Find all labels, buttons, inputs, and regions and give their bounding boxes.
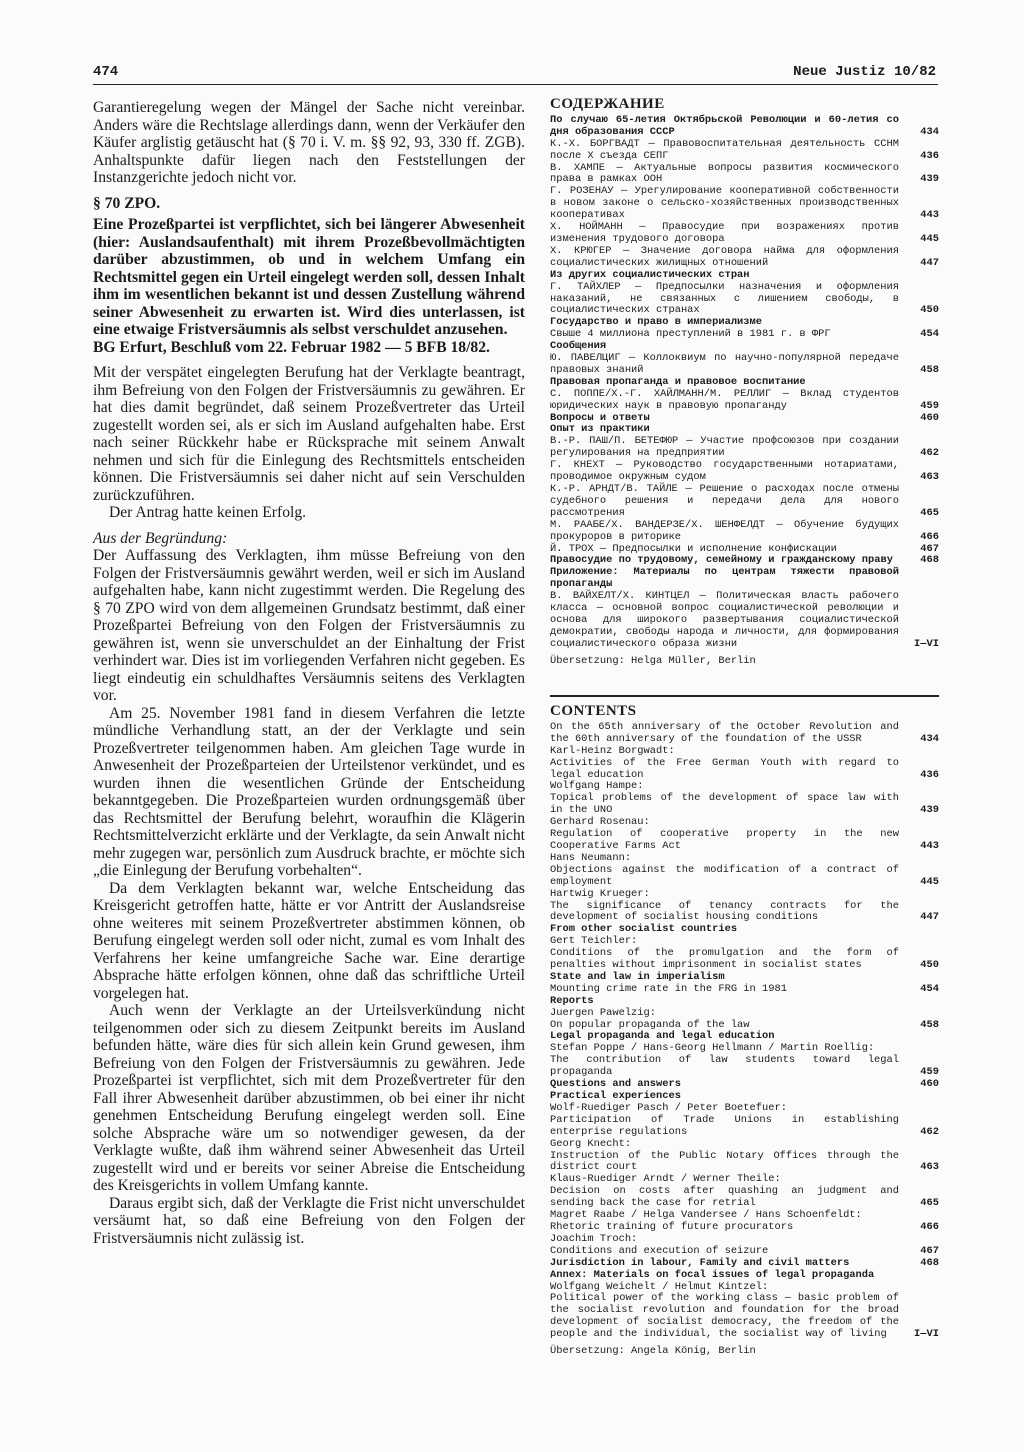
toc-page-number: 468 — [920, 1256, 939, 1269]
toc-title: CONTENTS — [550, 703, 637, 719]
toc-entry-text: Decision on costs after quashing an judgment and sending back the case for retrial — [550, 1185, 899, 1210]
toc-entry — [550, 484, 939, 520]
toc-page-number: 467 — [920, 1244, 939, 1257]
toc-entry-text: Practical experiences — [550, 1090, 681, 1102]
toc-entry-text: В. ВАЙХЕЛТ/Х. КИНТЦЕЛ — Политическая власть рабочего класса — основной вопрос социалистической революции и основа для широкого развертывания социалистической демократии, свободы народа и личности, для формирования социалистического образа жизни — [550, 590, 899, 650]
toc-entry-text: Г. РОЗЕНАУ — Урегулирование кооперативной собственности в новом законе о сельско-хозяйственных производственных кооперативах — [550, 185, 899, 222]
toc-entry-text: Klaus-Ruediger Arndt / Werner Theile: — [550, 1173, 781, 1186]
toc-entry-text: По случаю 65-летия Октябрьской Революции и 60-летия со дня образования СССР — [550, 113, 899, 138]
toc-entry-text: Wolfgang Hampe: — [550, 780, 644, 793]
toc-entry-text: Mounting crime rate in the FRG in 1981 — [550, 982, 787, 995]
toc-section — [550, 377, 939, 389]
toc-page-number: 447 — [920, 911, 939, 924]
toc-page-number: 447 — [920, 256, 939, 269]
toc-entry-text: Georg Knecht: — [550, 1137, 632, 1150]
toc-page-number: 465 — [920, 1197, 939, 1210]
toc-page-number: 436 — [920, 149, 939, 162]
toc-entry — [550, 186, 939, 222]
toc-page-number: 450 — [920, 304, 939, 317]
toc-entry — [550, 1234, 939, 1246]
toc-title: СОДЕРЖАНИЕ — [550, 96, 665, 112]
toc-page-number: 467 — [920, 542, 939, 555]
toc-entry-text: State and law in imperialism — [550, 970, 725, 983]
toc-page-number: 462 — [920, 447, 939, 460]
toc-entry-text: Legal propaganda and legal education — [550, 1030, 775, 1043]
toc-entry-text: К.-Р. АРНДТ/В. ТАЙЛЕ — Решение о расходах после отмены судебного решения и передачи дела для нового рассмотрения — [550, 483, 899, 519]
toc-entry — [550, 222, 939, 246]
toc-entry-text: Wolfgang Weichelt / Helmut Kintzel: — [550, 1280, 769, 1293]
toc-entry-text: Objections against the modification of a contract of employment — [550, 863, 899, 888]
toc-page-number: 466 — [920, 530, 939, 543]
toc-entry-text: Вопросы и ответы — [550, 411, 650, 424]
toc-entry-text: Karl-Heinz Borgwadt: — [550, 744, 675, 757]
toc-page-number: 468 — [920, 554, 939, 567]
paragraph: Der Antrag hatte keinen Erfolg. — [109, 504, 307, 521]
toc-entry-text: Participation of Trade Unions in establishing enterprise regulations — [550, 1113, 899, 1138]
toc-entry — [550, 163, 939, 187]
toc-page-number: 460 — [920, 411, 939, 424]
toc-entry-text: On the 65th anniversary of the October Revolution and the 60th anniversary of the foundation of the USSR — [550, 720, 899, 745]
toc-entry-text: Joachim Troch: — [550, 1232, 638, 1245]
header-rule — [93, 84, 938, 85]
toc-page-number: 445 — [920, 875, 939, 888]
toc-page-number: 445 — [920, 232, 939, 245]
toc-page-number: 454 — [920, 982, 939, 995]
toc-entry-text: Annex: Materials on focal issues of legal propaganda — [550, 1268, 875, 1281]
toc-page-number: 434 — [920, 732, 939, 745]
toc-page-number: 463 — [920, 471, 939, 484]
toc-page-number: 463 — [920, 1161, 939, 1174]
leitsatz: Eine Prozeßpartei ist verpflichtet, sich bei längerer Abwesenheit (hier: Auslandsaufenthalt) mit ihrem Prozeßbevollmächtigten darüber abzustimmen, ob und in welchem Umfang ein Rechtsmittel gegen ein Urteil eingelegt werden soll, dessen Inhalt ihm im wesentlichen bekannt ist und dessen Zustellung während seiner Abwesenheit zu erwarten ist. Wird dies unterlassen, ist eine etwaige Fristversäumnis als selbst verschuldet anzusehen. — [93, 216, 525, 338]
toc-entry-text: Gert Teichler: — [550, 935, 638, 948]
toc-page-number: 459 — [920, 399, 939, 412]
toc-page-number: 465 — [920, 506, 939, 519]
toc-entry-text: Ю. ПАВЕЛЦИГ — Коллоквиум по научно-популярной передаче правовых знаний — [550, 352, 899, 376]
toc-entry-text: Questions and answers — [550, 1078, 681, 1091]
toc-section — [550, 1258, 939, 1270]
toc-entry-text: Topical problems of the development of space law with in the UNO — [550, 792, 899, 817]
toc-entry-text: Rhetoric training of future procurators — [550, 1220, 794, 1233]
toc-entry-text: Й. ТРОХ — Предпосылки и исполнение конфискации — [550, 542, 837, 555]
toc-entry-text: From other socialist countries — [550, 923, 738, 936]
toc-english — [550, 703, 939, 1358]
toc-page-number: 466 — [920, 1220, 939, 1233]
toc-entry — [550, 1293, 939, 1341]
paragraph: Da dem Verklagten bekannt war, welche Entscheidung das Kreisgericht getroffen hatte, hätte er vor Antritt der Auslandsreise ohne weiteres mit seinem Prozeßvertreter abstimmen können, ob Berufung eingelegt werden soll oder nicht, zumal es vom Inhalt des Verfahrens her keine umfangreiche Sache war. Eine derartige Absprache hätte erfolgen können, ohne daß das schriftliche Urteil vorgelegen hat. — [93, 879, 525, 1002]
toc-section — [550, 996, 939, 1008]
toc-entry-text: Stefan Poppe / Hans-Georg Hellmann / Martin Roellig: — [550, 1042, 875, 1055]
toc-entry — [550, 758, 939, 782]
paragraph: Garantieregelung wegen der Mängel der Sache nicht vereinbar. Anders wäre die Rechtslage allerdings dann, wenn der Verkäufer den Käufer arglistig getäuscht hat (§ 70 i. V. m. §§ 92, 93, 330 ff. ZGB). Anhaltspunkte dafür liegen nach den Feststellungen der Instanzgerichte jedoch nicht vor. — [93, 99, 525, 186]
toc-section — [550, 115, 939, 139]
toc-entry-text: Свыше 4 миллиона преступлений в 1981 г. в ФРГ — [550, 328, 831, 341]
toc-page-number: 434 — [920, 125, 939, 138]
toc-entry — [550, 520, 939, 544]
page-number: 474 — [93, 64, 119, 80]
toc-entry-text: Regulation of cooperative property in the new Cooperative Farms Act — [550, 828, 899, 852]
toc-entry — [550, 1186, 939, 1210]
toc-entry-text: Г. ТАЙХЛЕР — Предпосылки назначения и оформления наказаний, не связанных с лишением свободы, в социалистических странах — [550, 280, 899, 317]
toc-entry-text: Hans Neumann: — [550, 851, 632, 864]
toc-entry — [550, 1151, 939, 1175]
toc-entry — [550, 1055, 939, 1079]
paragraph: Daraus ergibt sich, daß der Verklagte die Frist nicht unverschuldet versäumt hat, so daß eine Befreiung von den Folgen der Fristversäumnis nicht zulässig ist. — [93, 1194, 525, 1247]
paragraph: Der Auffassung des Verklagten, ihm müsse Befreiung von den Folgen der Fristversäumnis gewährt werden, weil er sich im Ausland aufgehalten habe, kann nicht zugestimmt werden. Die Regelung des § 70 ZPO wird von dem allgemeinen Grundsatz bestimmt, daß einer Prozeßpartei Befreiung von den Folgen der Fristversäumnis zu gewähren ist, wenn sie unverschuldet an der Einhaltung der Frist verhindert war. Dies ist im vorliegenden Verfahren nicht gegeben. Es liegt eindeutig ein schuldhaftes Versäumnis seitens des Verklagten vor. — [93, 547, 525, 704]
toc-page-number: 462 — [920, 1125, 939, 1138]
toc-entry — [550, 746, 939, 758]
toc-entry — [550, 829, 939, 853]
toc-entry-text: Instruction of the Public Notary Offices through the district court — [550, 1149, 899, 1174]
toc-section — [550, 1270, 939, 1282]
toc-entry-text: С. ПОППЕ/Х.-Г. ХАЙЛМАНН/М. РЕЛЛИГ — Вклад студентов юридических наук в правовую пропаганду — [550, 387, 899, 412]
toc-entry — [550, 389, 939, 413]
toc-entry-text: Х. КРЮГЕР — Значение договора найма для оформления социалистических жилищных отношений — [550, 244, 899, 269]
toc-entry-text: Conditions of the promulgation and the form of penalties without imprisonment in socialist states — [550, 947, 899, 972]
toc-entry — [550, 329, 939, 341]
toc-page-number: 459 — [920, 1066, 939, 1079]
toc-page-number: 450 — [920, 959, 939, 972]
toc-entry — [550, 1008, 939, 1020]
toc-entry-text: Х. НОЙМАНН — Правосудие при возражениях против изменения трудового договора — [550, 221, 899, 245]
toc-page-number: 443 — [920, 209, 939, 222]
toc-entry-text: The significance of tenancy contracts for the development of socialist housing conditions — [550, 899, 899, 924]
toc-entry-text: Magret Raabe / Helga Vandersee / Hans Schoenfeldt: — [550, 1209, 862, 1222]
toc-entry — [550, 901, 939, 925]
toc-entry-text: Правосудие по трудовому, семейному и гражданскому праву — [550, 554, 893, 567]
toc-section — [550, 567, 939, 591]
article-column — [93, 99, 525, 1247]
toc-page-number: 439 — [920, 173, 939, 186]
toc-page-number: I—VI — [914, 637, 939, 650]
toc-entry — [550, 591, 939, 651]
section-heading: § 70 ZPO. — [93, 194, 161, 212]
toc-entry — [550, 793, 939, 817]
toc-page-number: 458 — [920, 1018, 939, 1031]
toc-entry — [550, 1139, 939, 1151]
toc-entry-text: Сообщения — [550, 340, 607, 353]
toc-entry — [550, 948, 939, 972]
toc-section — [550, 270, 939, 282]
toc-entry-text: Опыт из практики — [550, 423, 650, 436]
toc-entry-text: Государство и право в империализме — [550, 316, 763, 329]
toc-page-number: 443 — [920, 839, 939, 852]
toc-entry — [550, 460, 939, 484]
toc-page-number: 454 — [920, 328, 939, 341]
toc-entry-text: Juergen Pawelzig: — [550, 1006, 657, 1019]
toc-entry-text: Г. КНЕХТ — Руководство государственными нотариатами, проводимое окружным судом — [550, 459, 899, 484]
translator-credit: Übersetzung: Angela König, Berlin — [550, 1345, 756, 1358]
toc-entry-text: Hartwig Krueger: — [550, 887, 650, 900]
toc-entry — [550, 246, 939, 270]
toc-entry-text: К.-Х. БОРГВАДТ — Правовоспитательная деятельность ССНМ после X съезда СЕПГ — [550, 137, 899, 162]
toc-entry — [550, 353, 939, 377]
toc-page-number: 436 — [920, 768, 939, 781]
toc-entry-text: Wolf-Ruediger Pasch / Peter Boetefuer: — [550, 1101, 787, 1114]
toc-russian — [550, 96, 939, 668]
toc-entry — [550, 984, 939, 996]
reasons-heading: Aus der Begründung: — [93, 529, 228, 547]
toc-entry-text: Jurisdiction in labour, Family and civil matters — [550, 1256, 850, 1269]
toc-page-number: 439 — [920, 804, 939, 817]
toc-entry — [550, 139, 939, 163]
toc-entry-text: Приложение: Материалы по центрам тяжести правовой пропаганды — [550, 566, 899, 591]
paragraph: Am 25. November 1981 fand in diesem Verfahren die letzte mündliche Verhandlung statt, an der der Verklagte und sein Prozeßvertreter teilgenommen haben. Am gleichen Tage wurde in Anwesenheit der Prozeßparteien der Urteilstenor verkündet, und es wurden ihnen die wesentlichen Gründe der Entscheidung bekanntgegeben. Die Prozeßparteien wurden ordnungsgemäß über das Rechtsmittel der Berufung belehrt, woraufhin die Klägerin Rechtsmittelverzicht erklärte und der Verklagte, da sein Anwalt nicht mehr zugegen war, persönlich zum Ausdruck brachte, er möchte sich „die Einlegung der Berufung vorbehalten“. — [93, 704, 525, 879]
toc-page-number: I—VI — [914, 1328, 939, 1341]
toc-entry-text: The contribution of law students toward legal propaganda — [550, 1054, 899, 1079]
toc-page-number: 460 — [920, 1078, 939, 1091]
toc-entry-text: Правовая пропаганда и правовое воспитание — [550, 375, 806, 388]
toc-entry — [550, 853, 939, 865]
toc-entry-text: Activities of the Free German Youth with regard to legal education — [550, 756, 899, 781]
toc-entry — [550, 889, 939, 901]
toc-entry-text: Conditions and execution of seizure — [550, 1244, 769, 1257]
paragraph: Mit der verspätet eingelegten Berufung hat der Verklagte beantragt, ihm Befreiung von den Folgen der Fristversäumnis zu gewähren. Er hat dies damit begründet, daß seinem Prozeßvertreter das Urteil zugestellt worden sei, als er sich im Ausland aufgehalten habe. Erst nach seiner Rückkehr habe er Rücksprache mit seinem Anwalt nehmen und sich für die Einlegung des Rechtsmittels entscheiden können. Die Fristversäumnis sei daher nicht auf sein Verschulden zurückzuführen. — [93, 364, 525, 504]
toc-separator — [550, 695, 939, 697]
toc-entry-text: Из других социалистических стран — [550, 268, 750, 281]
toc-entry-text: Gerhard Rosenau: — [550, 816, 650, 829]
toc-entry-text: Reports — [550, 994, 594, 1007]
paragraph: Auch wenn der Verklagte an der Urteilsverkündung nicht teilgenommen oder sich zu diesem Zeitpunkt bereits im Ausland befunden hätte, wäre dies für sich allein kein Grund gewesen, ihm Befreiung von den Folgen der Fristversäumnis zu gewähren. Jede Prozeßpartei ist verpflichtet, sich mit dem Prozeßvertreter für den Fall ihrer Abwesenheit darüber abzustimmen, ob bei einer ihr nicht genehmen Entscheidung Berufung eingelegt werden soll. Eine solche Absprache wäre um so notwendiger gewesen, da der Verklagte wußte, daß ihm während seiner Abwesenheit das Urteil zugestellt wird und er bereits vor seiner Abreise die Entscheidung des Kreisgerichts in vollem Umfang kannte. — [93, 1002, 525, 1194]
toc-entry-text: В.-Р. ПАШ/П. БЕТЕФЮР — Участие профсоюзов при создании регулирования на предприятии — [550, 435, 899, 460]
toc-entry — [550, 865, 939, 889]
toc-page-number: 458 — [920, 363, 939, 376]
toc-entry — [550, 436, 939, 460]
toc-entry — [550, 1246, 939, 1258]
journal-issue: Neue Justiz 10/82 — [793, 64, 936, 80]
toc-entry-text: Political power of the working class — basic problem of the socialist revolution and foundation for the broad development of socialist democracy, the freedom of the people and the individual, the socialist way of living — [550, 1292, 899, 1341]
toc-entry-text: В. ХАМПЕ — Актуальные вопросы развития космического права в рамках ООН — [550, 161, 899, 186]
court-source: BG Erfurt, Beschluß vom 22. Februar 1982 — 5 BFB 18/82. — [93, 338, 490, 356]
toc-entry — [550, 1115, 939, 1139]
toc-entry-text: On popular propaganda of the law — [550, 1018, 750, 1031]
toc-entry — [550, 722, 939, 746]
toc-entry — [550, 282, 939, 318]
translator-credit: Übersetzung: Helga Müller, Berlin — [550, 654, 756, 667]
toc-entry-text: М. РААБЕ/Х. ВАНДЕРЗЕ/Х. ШЕНФЕЛДТ — Обучение будущих прокуроров в риторике — [550, 518, 899, 543]
